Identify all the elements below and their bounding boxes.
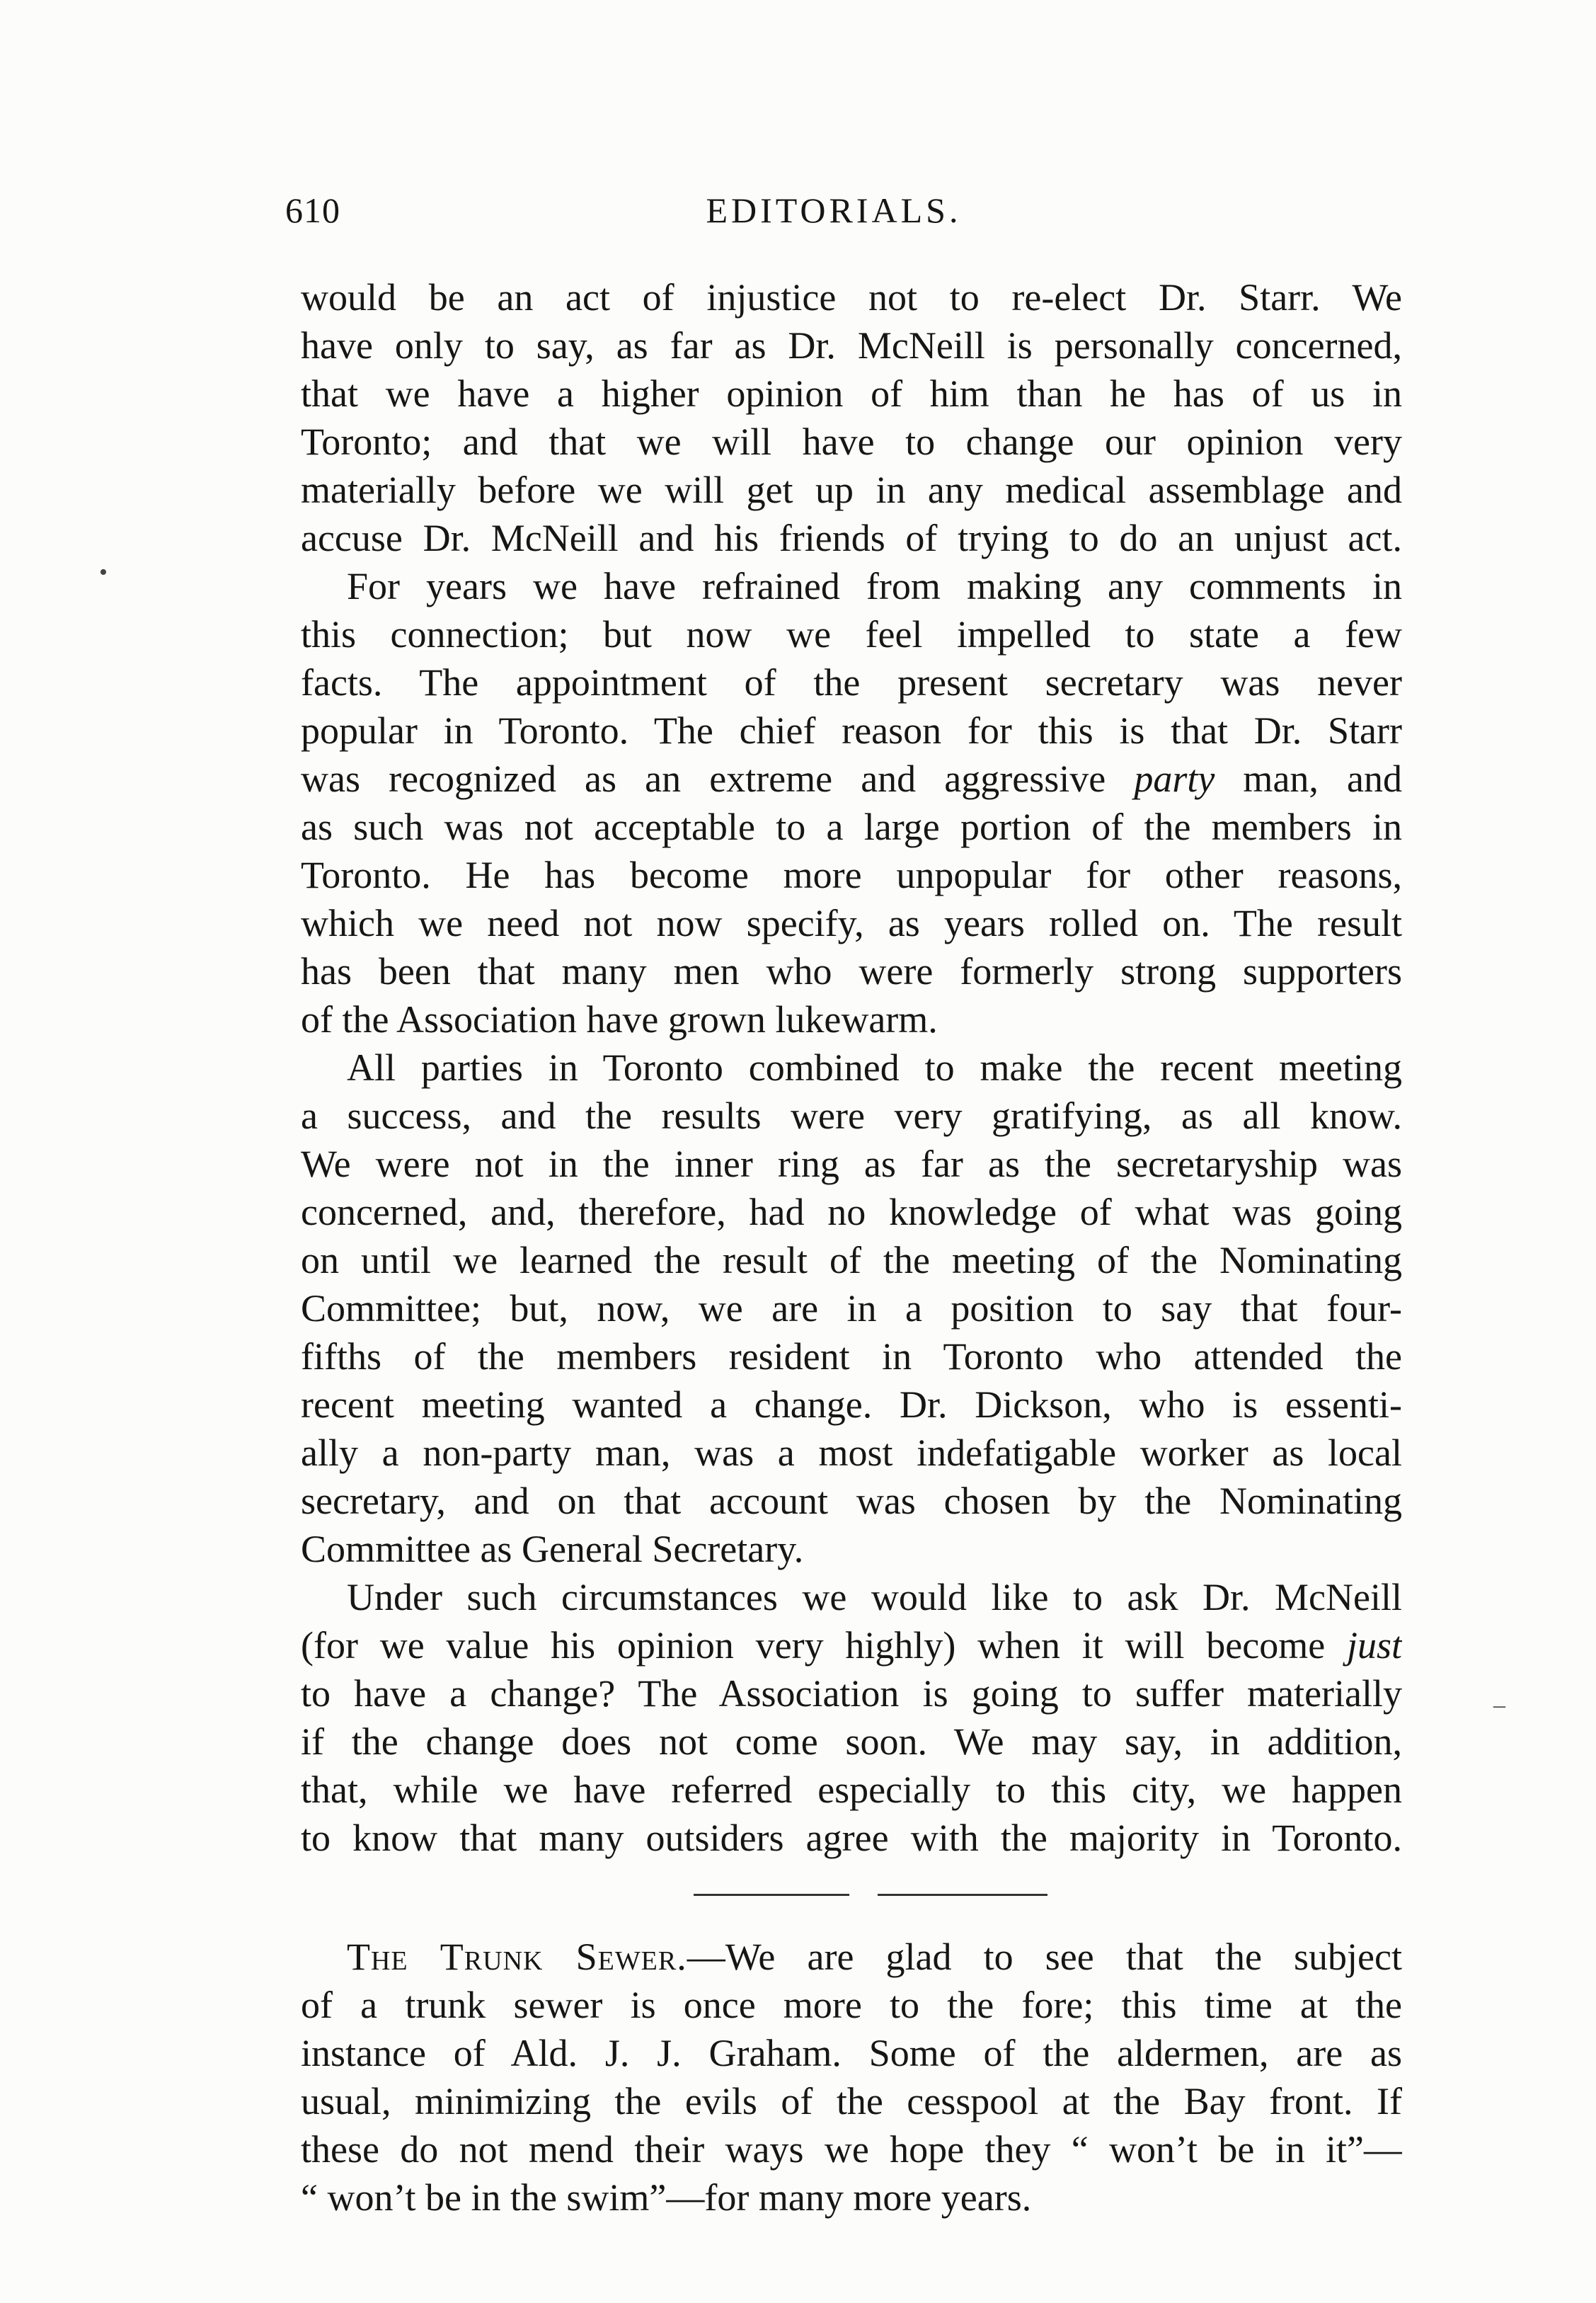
- text-line: to know that many outsiders agree with the majority in Toronto.: [301, 1817, 1402, 1859]
- text-line: as such was not acceptable to a large portion of the members in: [301, 806, 1402, 848]
- text-line: For years we have refrained from making any comments in: [347, 565, 1402, 607]
- text-line: if the change does not come soon. We may say, in addition,: [301, 1720, 1402, 1763]
- margin-speck: •: [99, 559, 108, 585]
- paragraph-3: [301, 1044, 1402, 1573]
- italic-word: just: [1346, 1624, 1402, 1667]
- margin-dash: –: [1493, 1692, 1505, 1718]
- paragraph-2: [301, 562, 1402, 1044]
- text-line-with-heading: [301, 1933, 1402, 1981]
- text-segment: —We are glad to see that the subject: [687, 1936, 1402, 1978]
- text-line: would be an act of injustice not to re-elect Dr. Starr. We: [301, 276, 1402, 319]
- text-line: Committee as General Secretary.: [301, 1528, 804, 1570]
- text-line: Under such circumstances we would like to ask Dr. McNeill: [347, 1576, 1402, 1618]
- text-line: which we need not now specify, as years rolled on. The result: [301, 902, 1402, 944]
- text-line: “ won’t be in the swim”—for many more years.: [301, 2176, 1032, 2219]
- trunk-sewer-section: [301, 1933, 1402, 2222]
- text-line: this connection; but now we feel impelled to state a few: [301, 613, 1402, 656]
- text-line: has been that many men who were formerly strong supporters: [301, 950, 1402, 993]
- text-line: All parties in Toronto combined to make the recent meeting: [347, 1046, 1402, 1089]
- text-line: a success, and the results were very gratifying, as all know.: [301, 1095, 1402, 1137]
- text-line: materially before we will get up in any medical assemblage and: [301, 469, 1402, 511]
- text-segment: man, and: [1215, 758, 1402, 800]
- text-line: Toronto. He has become more unpopular for other reasons,: [301, 854, 1402, 896]
- text-line: usual, minimizing the evils of the cesspool at the Bay front. If: [301, 2080, 1402, 2122]
- italic-word: party: [1134, 758, 1215, 800]
- text-line: that we have a higher opinion of him than he has of us in: [301, 372, 1402, 415]
- text-line: to have a change? The Association is going to suffer materially: [301, 1672, 1402, 1715]
- text-line: We were not in the inner ring as far as the secretaryship was: [301, 1143, 1402, 1185]
- paragraph-4: [301, 1573, 1402, 1862]
- text-line: instance of Ald. J. J. Graham. Some of the aldermen, are as: [301, 2032, 1402, 2074]
- text-line: ally a non-party man, was a most indefatigable worker as local: [301, 1431, 1402, 1474]
- text-line: fifths of the members resident in Toronto who attended the: [301, 1335, 1402, 1378]
- text-line: Committee; but, now, we are in a position to say that four-: [301, 1287, 1402, 1330]
- paragraph-1: [301, 273, 1402, 562]
- text-line: on until we learned the result of the meeting of the Nominating: [301, 1239, 1402, 1281]
- text-line: these do not mend their ways we hope they “ won’t be in it”—: [301, 2128, 1402, 2171]
- text-segment: was recognized as an extreme and aggressive: [301, 758, 1106, 800]
- text-line: of a trunk sewer is once more to the fore; this time at the: [301, 1984, 1402, 2026]
- text-segment: (for we value his opinion very highly) when it will become: [301, 1624, 1326, 1667]
- text-line: facts. The appointment of the present secretary was never: [301, 661, 1402, 704]
- text-line: concerned, and, therefore, had no knowledge of what was going: [301, 1191, 1402, 1233]
- running-head: EDITORIALS.: [706, 190, 962, 230]
- divider-break: [849, 1890, 878, 1897]
- text-line: Toronto; and that we will have to change our opinion very: [301, 421, 1402, 463]
- text-line: have only to say, as far as Dr. McNeill is personally concerned,: [301, 324, 1402, 367]
- text-line-with-italic: [301, 755, 1402, 803]
- page-number: 610: [285, 190, 340, 230]
- text-line: recent meeting wanted a change. Dr. Dickson, who is essenti-: [301, 1383, 1402, 1426]
- text-line: secretary, and on that account was chosen by the Nominating: [301, 1480, 1402, 1522]
- text-line: of the Association have grown lukewarm.: [301, 998, 938, 1041]
- page-header: [285, 190, 1382, 246]
- editorial-body: [301, 273, 1402, 1862]
- text-line: accuse Dr. McNeill and his friends of trying to do an unjust act.: [301, 517, 1402, 559]
- text-line: popular in Toronto. The chief reason for this is that Dr. Starr: [301, 709, 1402, 752]
- section-heading: The Trunk Sewer.: [347, 1936, 687, 1978]
- text-line: that, while we have referred especially to this city, we happen: [301, 1768, 1402, 1811]
- text-line-with-italic: [301, 1621, 1402, 1669]
